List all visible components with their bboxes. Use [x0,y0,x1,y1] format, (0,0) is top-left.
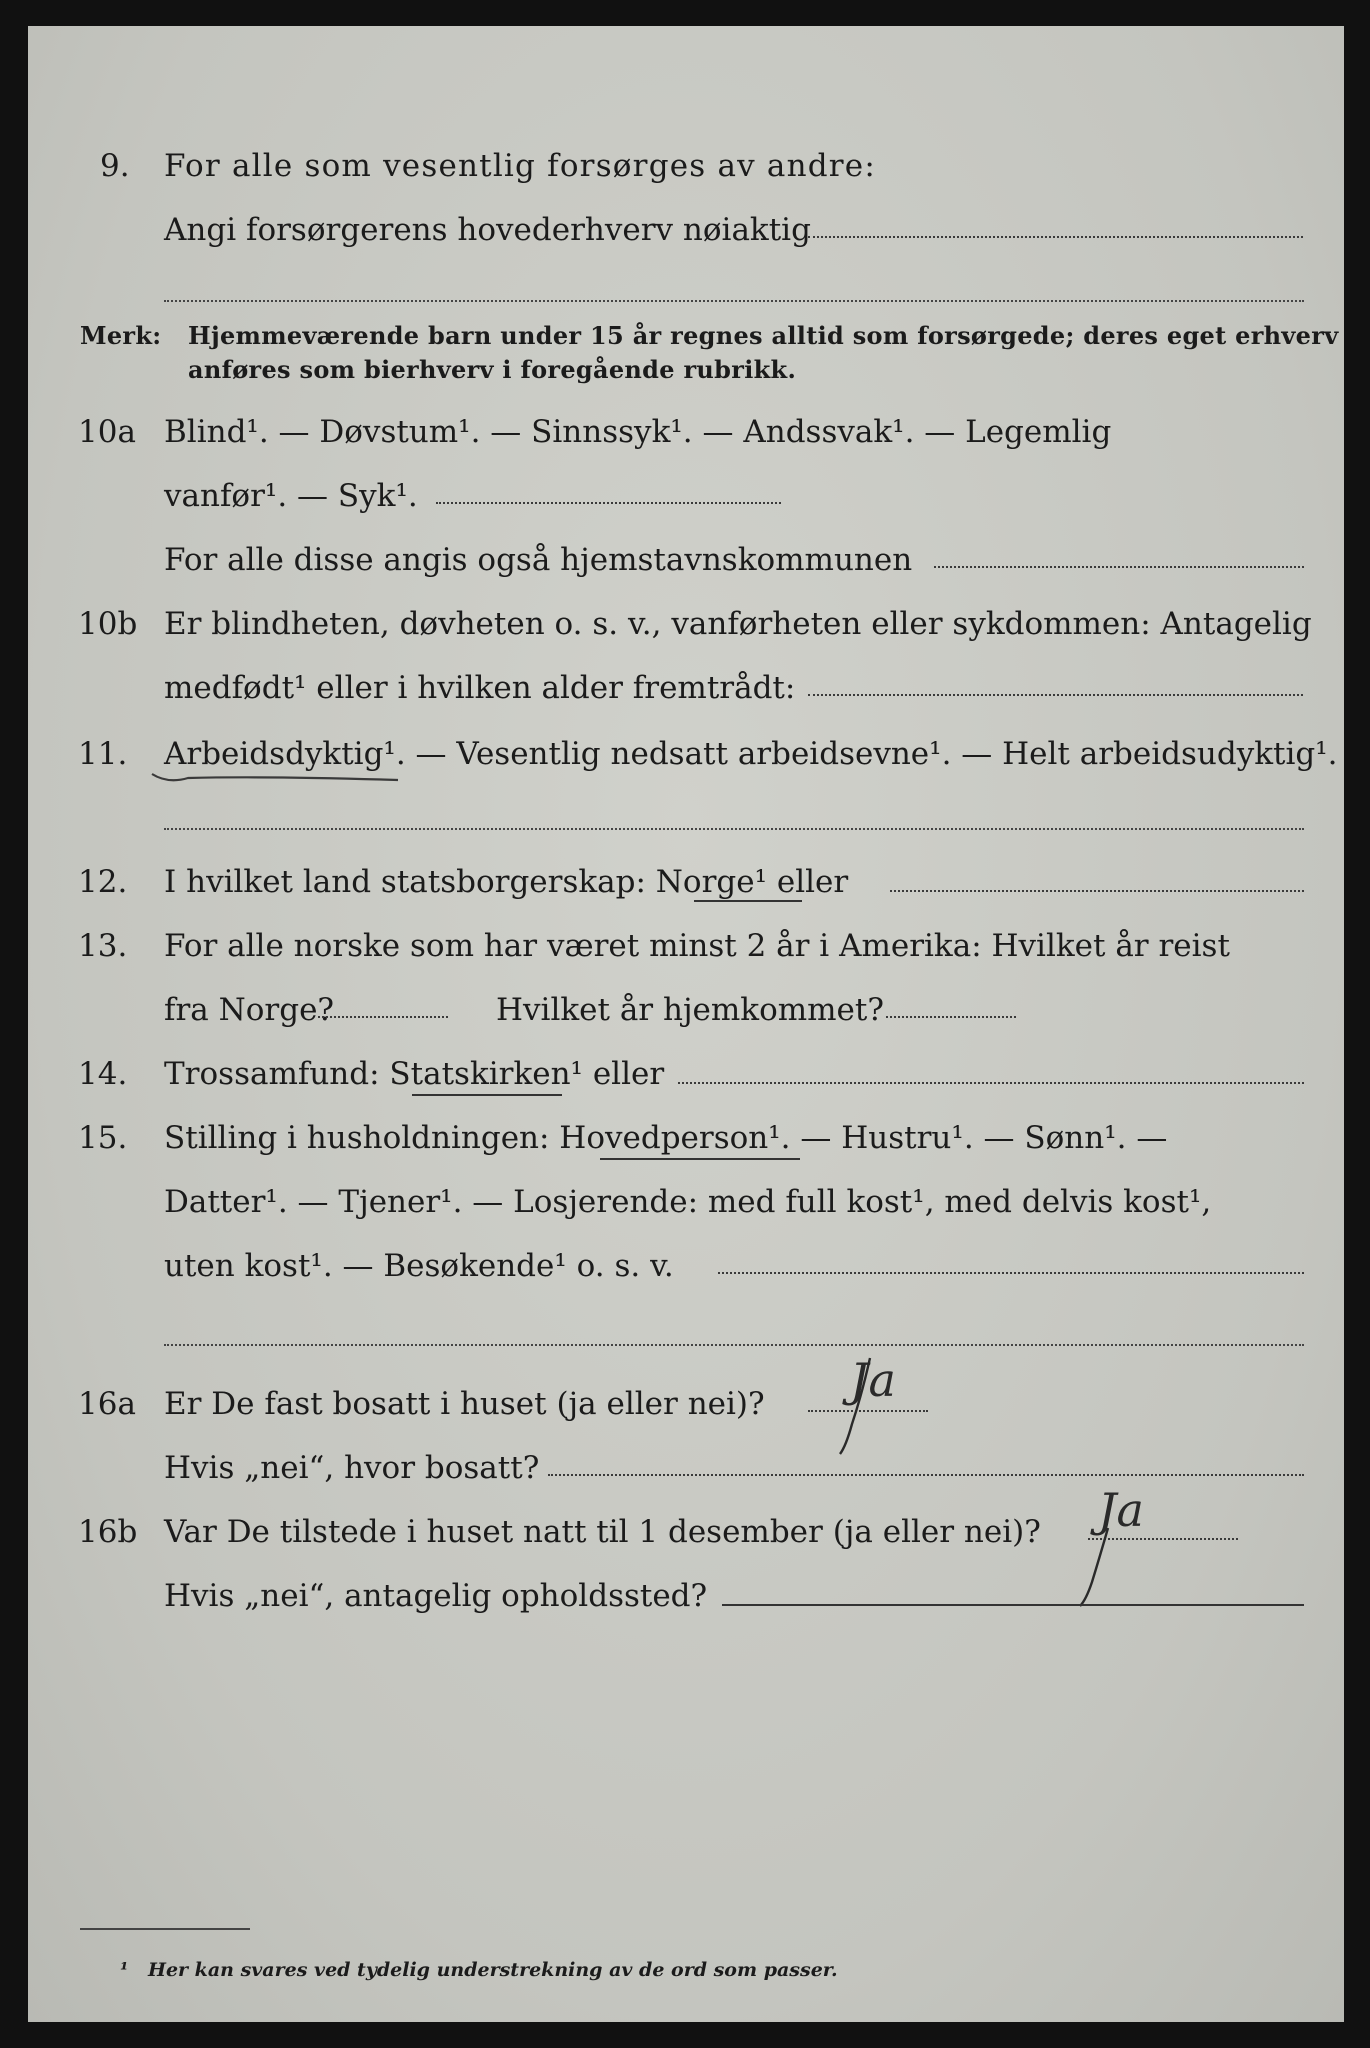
question-number: 11. [78,736,128,772]
answer-line [436,502,781,504]
question-number: 16b [78,1514,138,1550]
question-number: 14. [78,1056,128,1092]
q15-line1: Stilling i husholdningen: Hovedperson¹. — Hustru¹. — Sønn¹. — [164,1120,1168,1156]
question-number: 10a [78,414,136,450]
merk-line1: Hjemmeværende barn under 15 år regnes alltid som forsørgede; deres eget erhverv [188,321,1339,350]
q9-line1: For alle som vesentlig forsørges av andre: [164,148,876,184]
merk-line2: anføres som bierhverv i foregående rubrikk. [188,355,797,384]
handwritten-underline [600,1158,800,1160]
q13-line1: For alle norske som har været minst 2 år i Amerika: Hvilket år reist [164,928,1230,964]
answer-line [548,1474,1304,1476]
question-number: 12. [78,864,128,900]
merk-label: Merk: [80,321,162,350]
q16a-line1: Er De fast bosatt i huset (ja eller nei)? [164,1386,765,1422]
q16b-line2: Hvis „nei“, antagelig opholdssted? [164,1578,708,1614]
answer-line [808,694,1303,696]
question-number: 10b [78,606,138,642]
q14-line1: Trossamfund: Statskirken¹ eller [164,1056,665,1092]
question-number: 15. [78,1120,128,1156]
q10a-line1: Blind¹. — Døvstum¹. — Sinnssyk¹. — Andssvak¹. — Legemlig [164,414,1112,450]
q10b-line2: medfødt¹ eller i hvilken alder fremtrådt: [164,670,796,706]
q11-line1: Arbeidsdyktig¹. — Vesentlig nedsatt arbeidsevne¹. — Helt arbeidsudyktig¹. [164,736,1338,772]
q16b-line1: Var De tilstede i huset natt til 1 desember (ja eller nei)? [164,1514,1041,1550]
footnote-mark: ¹ [120,1959,129,1981]
answer-line [890,890,1304,892]
q10a-line3: For alle disse angis også hjemstavnskommunen [164,542,913,578]
handwritten-answer: Ja [850,1353,896,1407]
handwritten-underline [694,900,802,902]
question-number: 16a [78,1386,136,1422]
question-number: 9. [100,148,130,184]
answer-line [678,1082,1304,1084]
answer-line [718,1272,1304,1274]
footnote-divider [80,1928,250,1930]
q13-line2b: Hvilket år hjemkommet? [496,992,884,1028]
footnote-text: Her kan svares ved tydelig understrekning av de ord som passer. [148,1959,838,1981]
answer-line [886,1016,1016,1018]
answer-line [722,1604,1304,1606]
answer-line [318,1016,448,1018]
q15-line2: Datter¹. — Tjener¹. — Losjerende: med full kost¹, med delvis kost¹, [164,1184,1212,1220]
q10a-line2: vanfør¹. — Syk¹. [164,478,418,514]
census-form-page [28,26,1344,2022]
answer-line [808,236,1303,238]
handwritten-answer: Ja [1098,1483,1144,1537]
answer-line [164,300,1304,302]
answer-line [164,1344,1304,1346]
q10b-line1: Er blindheten, døvheten o. s. v., vanførheten eller sykdommen: Antagelig [164,606,1312,642]
question-number: 13. [78,928,128,964]
answer-line [164,828,1304,830]
q13-line2a: fra Norge? [164,992,335,1028]
handwritten-stroke [1058,1526,1138,1616]
handwritten-underline [412,1094,562,1096]
q9-line2: Angi forsørgerens hovederhverv nøiaktig [164,212,811,248]
q12-line1: I hvilket land statsborgerskap: Norge¹ eller [164,864,849,900]
q16a-line2: Hvis „nei“, hvor bosatt? [164,1450,540,1486]
answer-line [934,566,1304,568]
q15-line3: uten kost¹. — Besøkende¹ o. s. v. [164,1248,674,1284]
handwritten-underline [148,766,408,790]
handwritten-stroke [812,1354,942,1464]
